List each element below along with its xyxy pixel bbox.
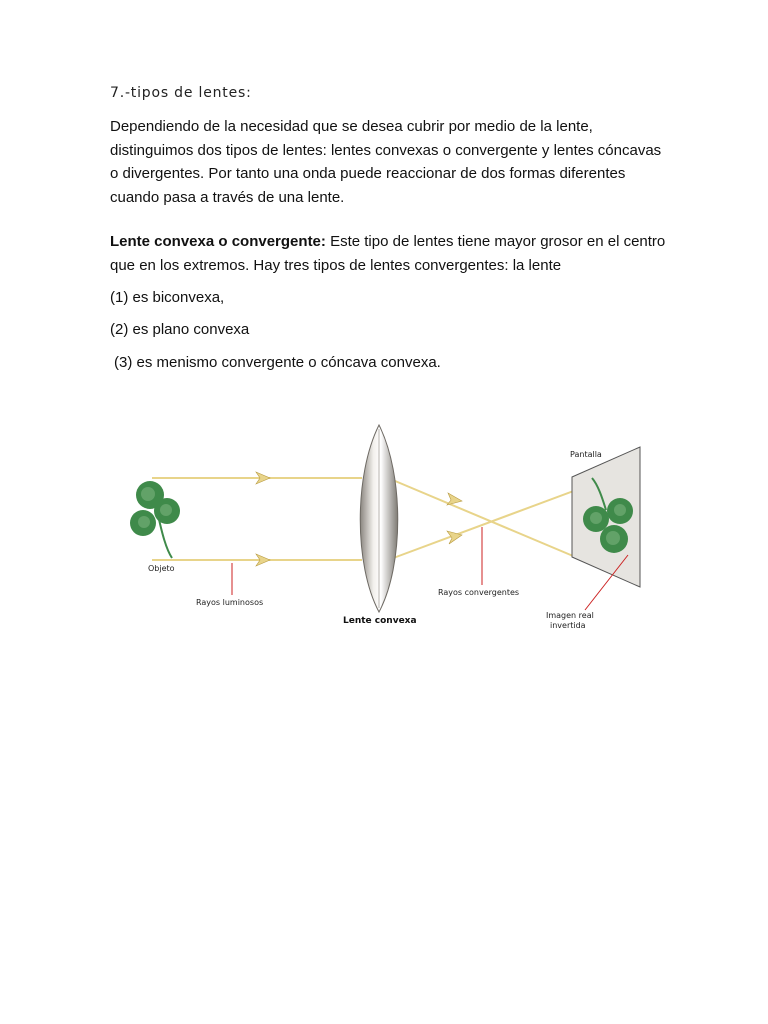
arrow-icon	[447, 493, 462, 505]
converging-rays-label: Rayos convergentes	[438, 588, 520, 597]
incoming-rays	[152, 472, 362, 566]
list-item-meniscus: (3) es menismo convergente o cóncava convexa.	[114, 354, 441, 371]
list-item-plano-convex: (2) es plano convexa	[110, 321, 250, 338]
convex-lens-diagram	[110, 415, 655, 635]
section-heading: 7.-tipos de lentes:	[110, 85, 252, 101]
object-label: Objeto	[148, 564, 175, 573]
convex-lens-term: Lente convexa o convergente:	[110, 233, 326, 250]
image-label-line1: Imagen real	[546, 611, 594, 620]
image-label-line2: invertida	[550, 621, 586, 630]
convex-lens-description: Este tipo de lentes tiene mayor grosor en el centro que en los extremos. Hay tres tipos de lentes convergentes: la lente	[110, 233, 666, 274]
object-clover-icon	[130, 481, 180, 558]
convex-lens-paragraph	[110, 230, 670, 277]
list-item-biconvex: (1) es biconvexa,	[110, 289, 225, 306]
light-rays-label: Rayos luminosos	[196, 598, 264, 607]
screen-label: Pantalla	[570, 450, 602, 459]
convex-lens-label: Lente convexa	[343, 616, 417, 626]
intro-paragraph: Dependiendo de la necesidad que se desea cubrir por medio de la lente, distinguimos dos tipos de lentes: lentes convexas o convergente y lentes cóncavas o divergentes. Por tanto una onda puede reaccionar de dos formas diferentes cuando pasa a través de una lente.	[110, 118, 662, 206]
